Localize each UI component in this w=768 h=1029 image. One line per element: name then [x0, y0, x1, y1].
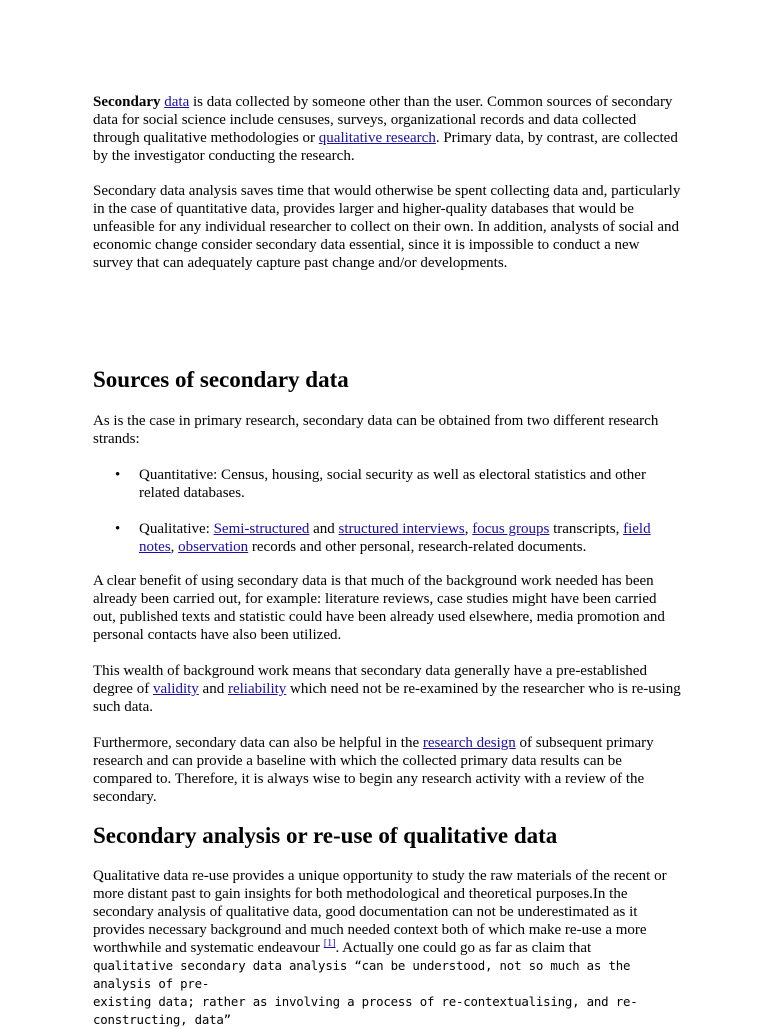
intro-text-1: is data collected by someone other than the user. Common sources of secondary data for social science include censuses, surveys, organizational records and data collected through qualitative methodologies or — [93, 94, 673, 146]
paragraph-text: and — [198, 681, 228, 697]
bullet-icon: • — [115, 467, 121, 483]
qualitative-heading: Secondary analysis or re-use of qualitative data — [93, 823, 558, 848]
list-item — [93, 520, 683, 556]
paragraph-text: Furthermore, secondary data can also be helpful in the — [93, 735, 423, 751]
semi-structured-link[interactable]: Semi-structured — [213, 521, 310, 537]
bullet-icon: • — [115, 521, 121, 537]
validity-link[interactable]: validity — [152, 681, 199, 697]
qualitative-paragraph — [93, 867, 683, 1029]
bullet-text: records and other personal, research-related documents. — [248, 539, 587, 555]
paragraph-text: This wealth of background work means that secondary data generally have a pre-established degree of — [93, 663, 647, 697]
focus-groups-link[interactable]: focus groups — [472, 521, 550, 537]
paragraph-text: Qualitative data re-use provides a unique opportunity to study the raw materials of the recent or more distant past to gain insights for both methodological and theoretical purposes.In the secondary analysis of qualitative data, good documentation can not be underestimated as it provides necessary background and much needed context both of which make re-use a more worthwhile and systematic endeavour — [93, 868, 667, 956]
quote-line-1: qualitative secondary data analysis “can be understood, not so much as the analysis of pre- — [93, 958, 631, 991]
sources-paragraph-1: As is the case in primary research, secondary data can be obtained from two different research strands: — [93, 413, 659, 447]
footnote-ref-link[interactable]: [1] — [323, 938, 336, 949]
paragraph-text: of subsequent primary research and can provide a baseline with which the collected primary data results can be compared to. Therefore, it is always wise to begin any research activity with a review of the secondary. — [93, 735, 654, 805]
research-design-link[interactable]: research design — [422, 735, 516, 751]
bullet-text: , — [170, 539, 179, 555]
intro-paragraph-2: Secondary data analysis saves time that would otherwise be spent collecting data and, particularly in the case of quantitative data, provides larger and higher-quality databases that would be unfeasible for any individual researcher to collect on their own. In addition, analysts of social and economic change consider secondary data essential, since it is impossible to conduct a new survey that can adequately capture past change and/or developments. — [93, 183, 681, 271]
sources-paragraph-2: A clear benefit of using secondary data is that much of the background work needed has been already been carried out, for example: literature reviews, case studies might have been carried out, published texts and statistic could have been already used elsewhere, media promotion and personal contacts have also been utilized. — [93, 573, 665, 643]
paragraph-text: . Actually one could go as far as claim that — [335, 940, 592, 956]
data-link[interactable]: data — [164, 94, 190, 110]
bullet-text: transcripts, — [549, 521, 624, 537]
reliability-link[interactable]: reliability — [227, 681, 287, 697]
sources-paragraph-3 — [93, 662, 683, 716]
bullet-text: , — [464, 521, 473, 537]
bullet-text: and — [309, 521, 339, 537]
observation-link[interactable]: observation — [178, 539, 249, 555]
field-notes-link[interactable]: field notes — [139, 521, 651, 555]
sources-heading: Sources of secondary data — [93, 367, 349, 392]
qualitative-research-link[interactable]: qualitative research — [318, 130, 436, 146]
paragraph-text: which need not be re-examined by the researcher who is re-using such data. — [93, 681, 681, 715]
sources-paragraph-4 — [93, 734, 683, 806]
list-item — [93, 466, 683, 502]
intro-text-2: . Primary data, by contrast, are collected by the investigator conducting the research. — [93, 130, 678, 164]
bullet-text-quantitative: Quantitative: Census, housing, social security as well as electoral statistics and other related databases. — [139, 467, 646, 501]
bullet-text: Qualitative: — [139, 521, 214, 537]
quote-line-2: existing data; rather as involving a process of re-contextualising, and re-constructing, data” — [93, 994, 638, 1027]
sources-bullet-list — [93, 466, 683, 556]
secondary-bold-term: Secondary — [93, 94, 161, 110]
intro-paragraph-1 — [93, 93, 683, 165]
structured-interviews-link[interactable]: structured interviews — [338, 521, 465, 537]
